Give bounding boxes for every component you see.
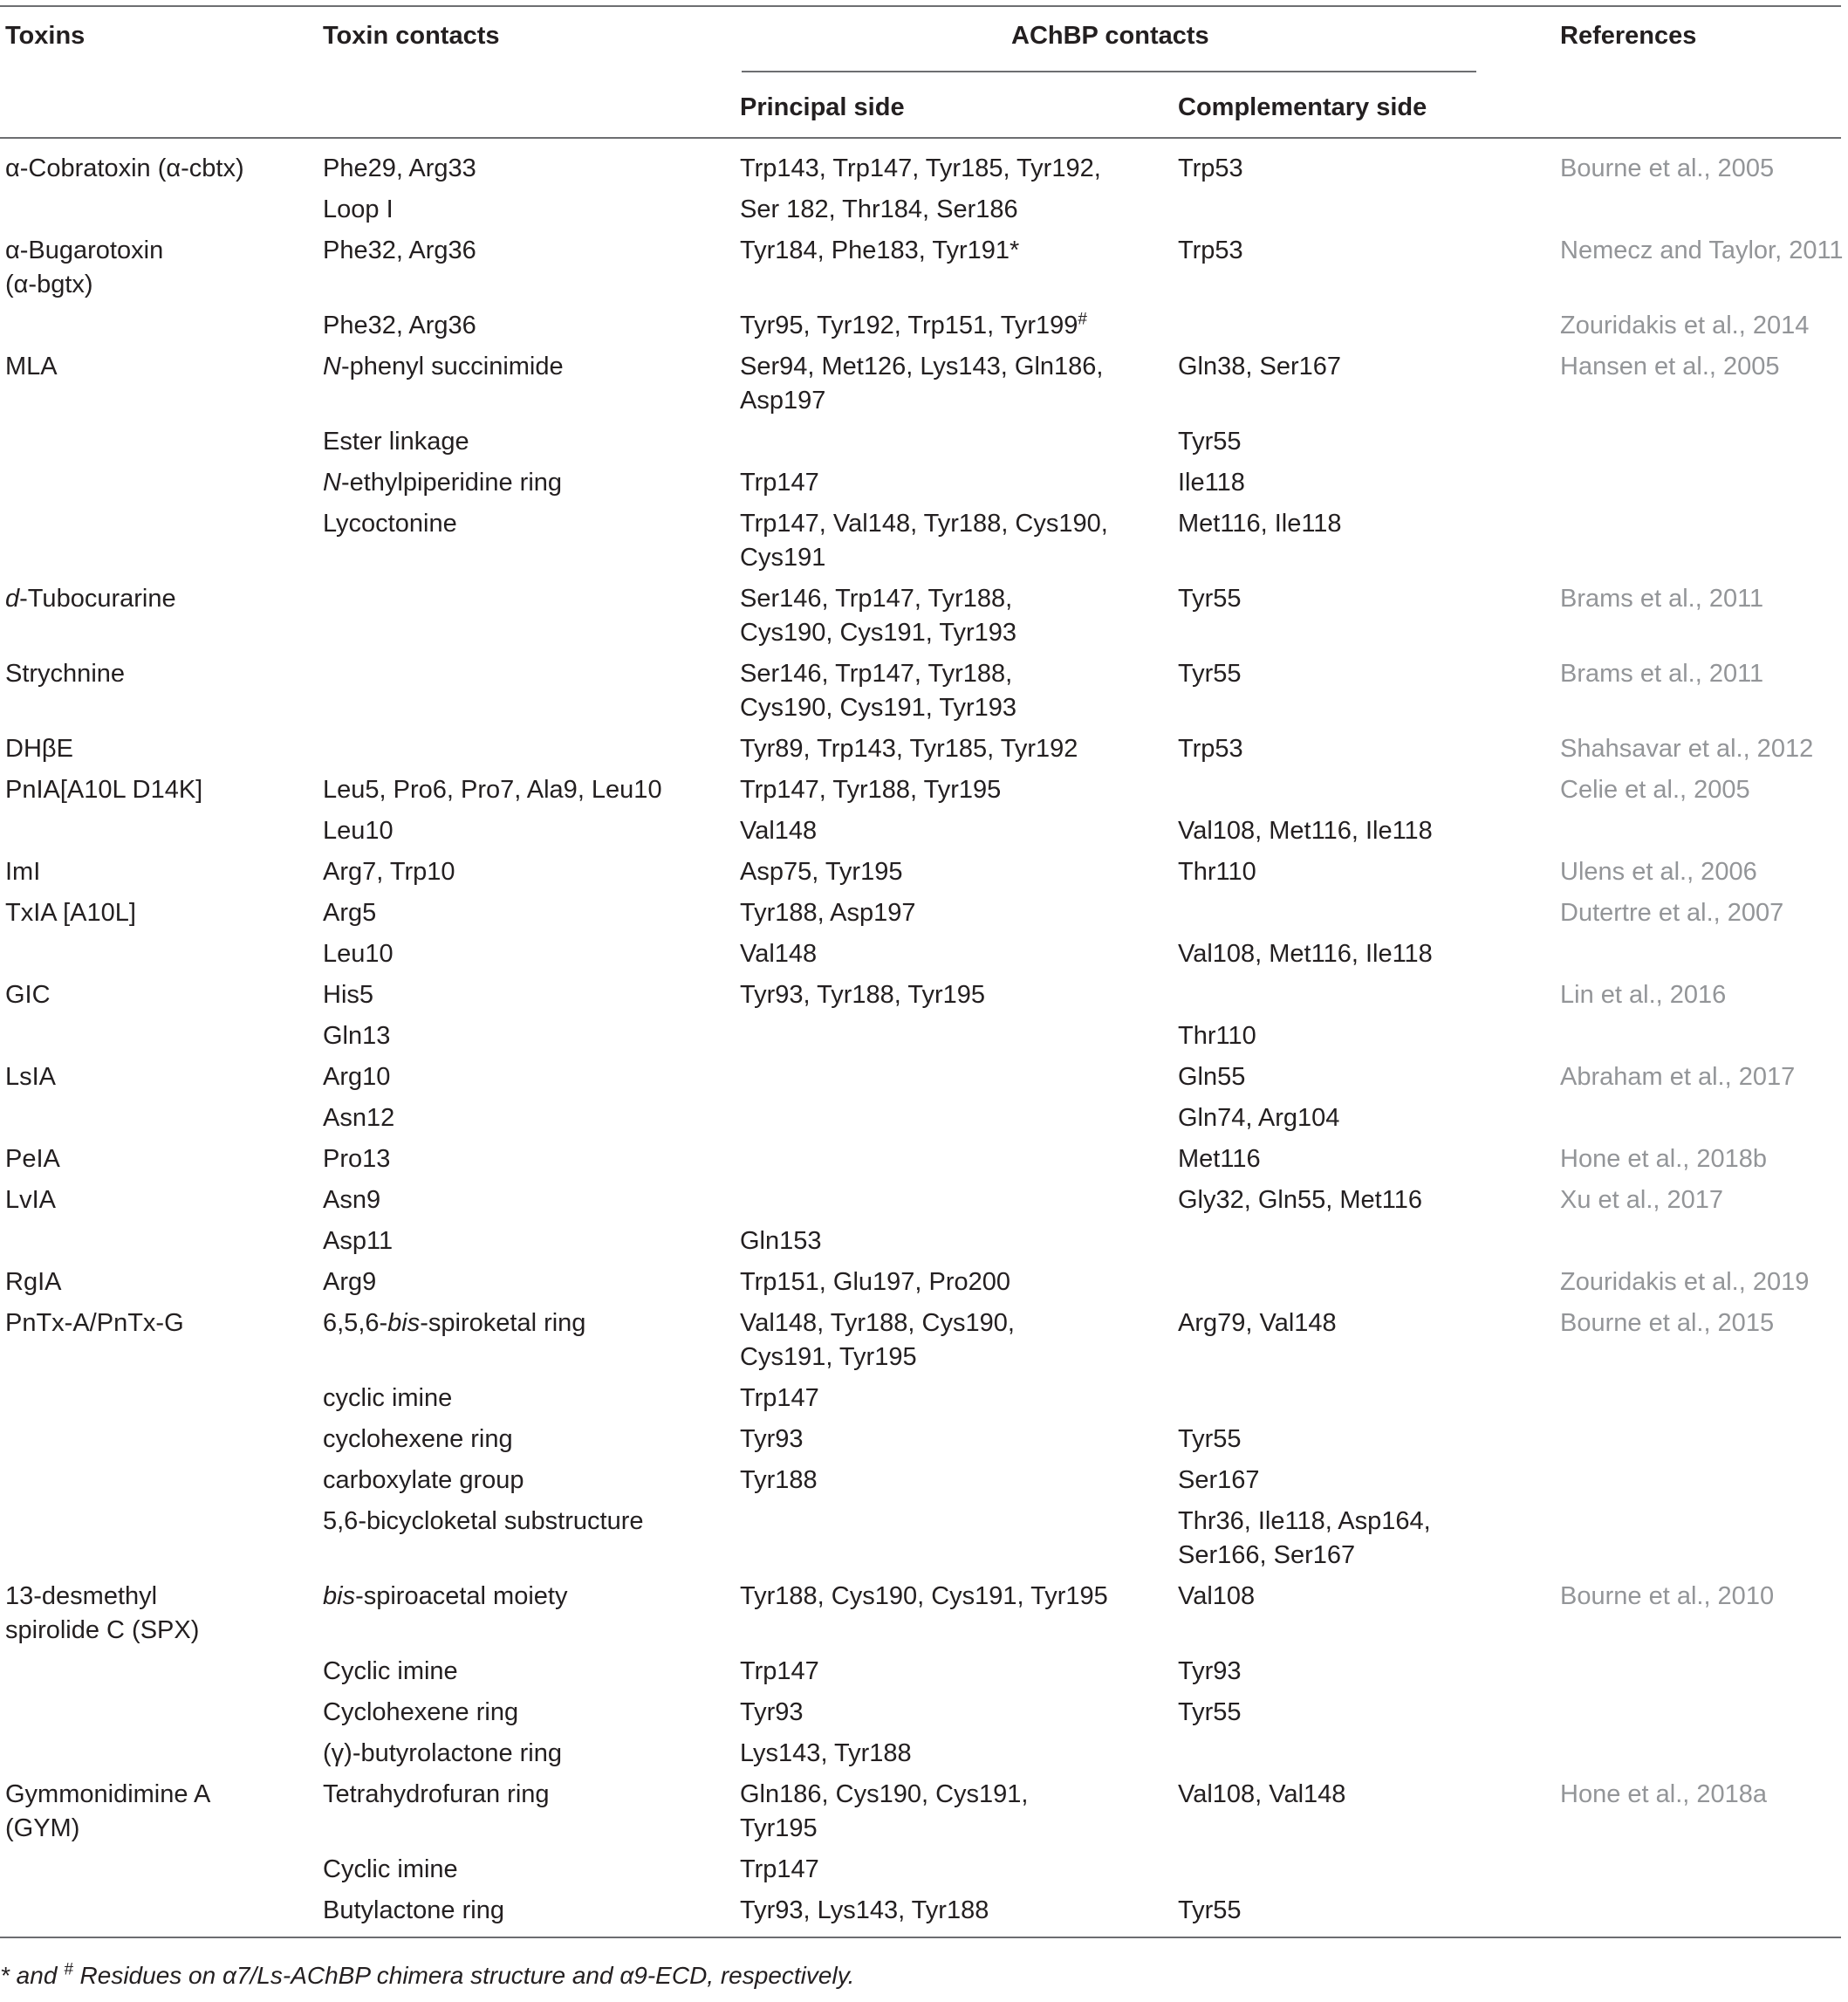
complementary-side-cell: Ile118 <box>1178 469 1245 497</box>
principal-side-cell: Ser 182, Thr184, Ser186 <box>740 195 1018 223</box>
header-toxins: Toxins <box>5 22 86 50</box>
toxin-contact-cell: Arg7, Trp10 <box>323 858 455 886</box>
complementary-side-cell: Trp53 <box>1178 237 1243 264</box>
principal-side-cell: Ser146, Trp147, Tyr188, Cys190, Cys191, Tyr193 <box>740 585 1017 647</box>
complementary-side-cell: Val108 <box>1178 1582 1256 1610</box>
principal-side-cell: Trp147 <box>740 1384 819 1412</box>
principal-side-cell: Gln153 <box>740 1227 822 1255</box>
toxin-contact-cell: (γ)-butyrolactone ring <box>323 1739 562 1767</box>
toxin-contact-cell: Arg5 <box>323 899 377 927</box>
principal-side-cell: Tyr95, Tyr192, Trp151, Tyr199# <box>740 310 1087 339</box>
principal-side-cell: Tyr188 <box>740 1466 818 1494</box>
reference-cell: Ulens et al., 2006 <box>1560 858 1757 886</box>
complementary-side-cell: Tyr55 <box>1178 428 1242 456</box>
complementary-side-cell: Arg79, Val148 <box>1178 1309 1337 1337</box>
principal-side-cell: Trp147, Tyr188, Tyr195 <box>740 776 1002 804</box>
toxin-contact-cell: 5,6-bicycloketal substructure <box>323 1507 644 1535</box>
toxin-contact-cell: cyclohexene ring <box>323 1425 513 1453</box>
bottom-rule <box>0 1937 1841 1938</box>
principal-side-cell: Ser94, Met126, Lys143, Gln186, Asp197 <box>740 353 1104 415</box>
complementary-side-cell: Gln74, Arg104 <box>1178 1104 1340 1132</box>
toxin-cell: PeIA <box>5 1145 60 1173</box>
complementary-side-cell: Val108, Met116, Ile118 <box>1178 817 1433 845</box>
top-rule <box>0 5 1841 7</box>
complementary-side-cell: Tyr55 <box>1178 585 1242 613</box>
principal-side-cell: Tyr188, Cys190, Cys191, Tyr195 <box>740 1582 1108 1610</box>
reference-cell: Hansen et al., 2005 <box>1560 353 1780 381</box>
principal-side-cell: Tyr93 <box>740 1698 804 1726</box>
toxin-cell: RgIA <box>5 1268 62 1296</box>
reference-cell: Shahsavar et al., 2012 <box>1560 735 1814 763</box>
principal-side-cell: Tyr184, Phe183, Tyr191* <box>740 237 1020 264</box>
complementary-side-cell: Val108, Val148 <box>1178 1780 1346 1808</box>
toxin-cell: α-Bugarotoxin (α-bgtx) <box>5 237 164 298</box>
header-achbp-contacts: AChBP contacts <box>1011 22 1209 50</box>
toxin-cell: DHβE <box>5 735 73 763</box>
reference-cell: Zouridakis et al., 2019 <box>1560 1268 1810 1296</box>
reference-cell: Nemecz and Taylor, 2011 <box>1560 237 1844 264</box>
complementary-side-cell: Thr110 <box>1178 1022 1256 1050</box>
header-rule <box>0 137 1841 139</box>
principal-side-cell: Trp151, Glu197, Pro200 <box>740 1268 1011 1296</box>
principal-side-cell: Ser146, Trp147, Tyr188, Cys190, Cys191, Tyr193 <box>740 660 1017 722</box>
principal-side-cell: Trp147, Val148, Tyr188, Cys190, Cys191 <box>740 510 1108 572</box>
toxin-cell: α-Cobratoxin (α-cbtx) <box>5 154 244 182</box>
toxin-contact-cell: Phe29, Arg33 <box>323 154 476 182</box>
toxin-cell: TxIA [A10L] <box>5 899 136 927</box>
complementary-side-cell: Thr110 <box>1178 858 1256 886</box>
principal-side-cell: Val148 <box>740 817 818 845</box>
reference-cell: Brams et al., 2011 <box>1560 585 1764 613</box>
principal-side-cell: Trp147 <box>740 1657 819 1685</box>
toxin-contact-cell: Tetrahydrofuran ring <box>323 1780 550 1808</box>
complementary-side-cell: Gln38, Ser167 <box>1178 353 1342 381</box>
footnote-hash: # <box>64 1960 73 1979</box>
toxin-contact-cell: N-phenyl succinimide <box>323 353 564 381</box>
toxin-contact-cell: Ester linkage <box>323 428 469 456</box>
principal-side-cell: Tyr93 <box>740 1425 804 1453</box>
principal-side-cell: Tyr93, Lys143, Tyr188 <box>740 1896 989 1924</box>
toxin-contact-cell: Gln13 <box>323 1022 391 1050</box>
complementary-side-cell: Tyr55 <box>1178 660 1242 688</box>
toxin-contact-cell: Butylactone ring <box>323 1896 504 1924</box>
toxin-contact-cell: Arg9 <box>323 1268 377 1296</box>
reference-cell: Hone et al., 2018a <box>1560 1780 1768 1808</box>
reference-cell: Bourne et al., 2015 <box>1560 1309 1775 1337</box>
reference-cell: Hone et al., 2018b <box>1560 1145 1768 1173</box>
toxin-contact-cell: Phe32, Arg36 <box>323 312 476 339</box>
toxin-contact-cell: Cyclic imine <box>323 1657 458 1685</box>
toxin-cell: PnTx-A/PnTx-G <box>5 1309 184 1337</box>
header-complementary-side: Complementary side <box>1178 93 1427 121</box>
toxin-contact-cell: Leu5, Pro6, Pro7, Ala9, Leu10 <box>323 776 662 804</box>
principal-side-cell: Trp143, Trp147, Tyr185, Tyr192, <box>740 154 1101 182</box>
toxin-cell: PnIA[A10L D14K] <box>5 776 203 804</box>
reference-cell: Bourne et al., 2005 <box>1560 154 1775 182</box>
complementary-side-cell: Met116 <box>1178 1145 1261 1173</box>
complementary-side-cell: Ser167 <box>1178 1466 1260 1494</box>
toxin-contact-cell: Asp11 <box>323 1227 394 1255</box>
complementary-side-cell: Thr36, Ile118, Asp164, Ser166, Ser167 <box>1178 1507 1431 1569</box>
toxin-contact-cell: Asn12 <box>323 1104 395 1132</box>
toxin-contact-cell: cyclic imine <box>323 1384 453 1412</box>
achbp-spanner-rule <box>742 71 1476 72</box>
complementary-side-cell: Gly32, Gln55, Met116 <box>1178 1186 1422 1214</box>
toxin-contact-cell: Asn9 <box>323 1186 381 1214</box>
toxin-contact-cell: Cyclic imine <box>323 1855 458 1883</box>
complementary-side-cell: Gln55 <box>1178 1063 1246 1091</box>
reference-cell: Lin et al., 2016 <box>1560 981 1727 1009</box>
toxin-contact-cell: Arg10 <box>323 1063 391 1091</box>
toxin-cell: LvIA <box>5 1186 57 1214</box>
reference-cell: Xu et al., 2017 <box>1560 1186 1724 1214</box>
complementary-side-cell: Trp53 <box>1178 735 1243 763</box>
complementary-side-cell: Met116, Ile118 <box>1178 510 1342 538</box>
complementary-side-cell: Tyr55 <box>1178 1896 1242 1924</box>
complementary-side-cell: Tyr93 <box>1178 1657 1242 1685</box>
principal-side-cell: Val148, Tyr188, Cys190, Cys191, Tyr195 <box>740 1309 1015 1371</box>
complementary-side-cell: Tyr55 <box>1178 1425 1242 1453</box>
toxin-contact-cell: Cyclohexene ring <box>323 1698 519 1726</box>
toxin-cell: MLA <box>5 353 58 381</box>
reference-cell: Celie et al., 2005 <box>1560 776 1750 804</box>
header-references: References <box>1560 22 1697 50</box>
footnote-star: * <box>0 1962 10 1989</box>
principal-side-cell: Trp147 <box>740 1855 819 1883</box>
principal-side-cell: Trp147 <box>740 469 819 497</box>
toxin-contact-cell: His5 <box>323 981 374 1009</box>
toxin-contact-cell: Leu10 <box>323 817 394 845</box>
toxin-cell: Gymmonidimine A (GYM) <box>5 1780 211 1842</box>
complementary-side-cell: Val108, Met116, Ile118 <box>1178 940 1433 968</box>
header-principal-side: Principal side <box>740 93 905 121</box>
footnote: * and # Residues on α7/Ls-AChBP chimera structure and α9-ECD, respectively. <box>0 1960 855 1989</box>
toxin-contact-cell: Leu10 <box>323 940 394 968</box>
principal-side-cell: Gln186, Cys190, Cys191, Tyr195 <box>740 1780 1029 1842</box>
principal-side-cell: Tyr188, Asp197 <box>740 899 916 927</box>
toxin-cell: d-Tubocurarine <box>5 585 176 613</box>
toxin-contact-cell: Lycoctonine <box>323 510 457 538</box>
toxin-cell: LsIA <box>5 1063 57 1091</box>
toxin-contact-cell: Phe32, Arg36 <box>323 237 476 264</box>
toxin-contact-cell: carboxylate group <box>323 1466 524 1494</box>
toxin-contact-cell: Pro13 <box>323 1145 391 1173</box>
toxin-cell: 13-desmethyl spirolide C (SPX) <box>5 1582 200 1644</box>
principal-side-cell: Tyr89, Trp143, Tyr185, Tyr192 <box>740 735 1078 763</box>
principal-side-cell: Lys143, Tyr188 <box>740 1739 912 1767</box>
reference-cell: Bourne et al., 2010 <box>1560 1582 1775 1610</box>
toxin-cell: ImI <box>5 858 41 886</box>
toxin-contact-cell: 6,5,6-bis-spiroketal ring <box>323 1309 586 1337</box>
toxin-cell: Strychnine <box>5 660 126 688</box>
reference-cell: Zouridakis et al., 2014 <box>1560 312 1810 339</box>
toxin-contact-cell: N-ethylpiperidine ring <box>323 469 563 497</box>
toxin-cell: GIC <box>5 981 51 1009</box>
principal-side-cell: Asp75, Tyr195 <box>740 858 903 886</box>
reference-cell: Dutertre et al., 2007 <box>1560 899 1784 927</box>
reference-cell: Brams et al., 2011 <box>1560 660 1764 688</box>
reference-cell: Abraham et al., 2017 <box>1560 1063 1796 1091</box>
principal-side-cell: Tyr93, Tyr188, Tyr195 <box>740 981 986 1009</box>
header-toxin-contacts: Toxin contacts <box>323 22 500 50</box>
toxin-contact-cell: bis-spiroacetal moiety <box>323 1582 568 1610</box>
toxin-contact-cell: Loop I <box>323 195 394 223</box>
complementary-side-cell: Trp53 <box>1178 154 1243 182</box>
principal-side-cell: Val148 <box>740 940 818 968</box>
complementary-side-cell: Tyr55 <box>1178 1698 1242 1726</box>
